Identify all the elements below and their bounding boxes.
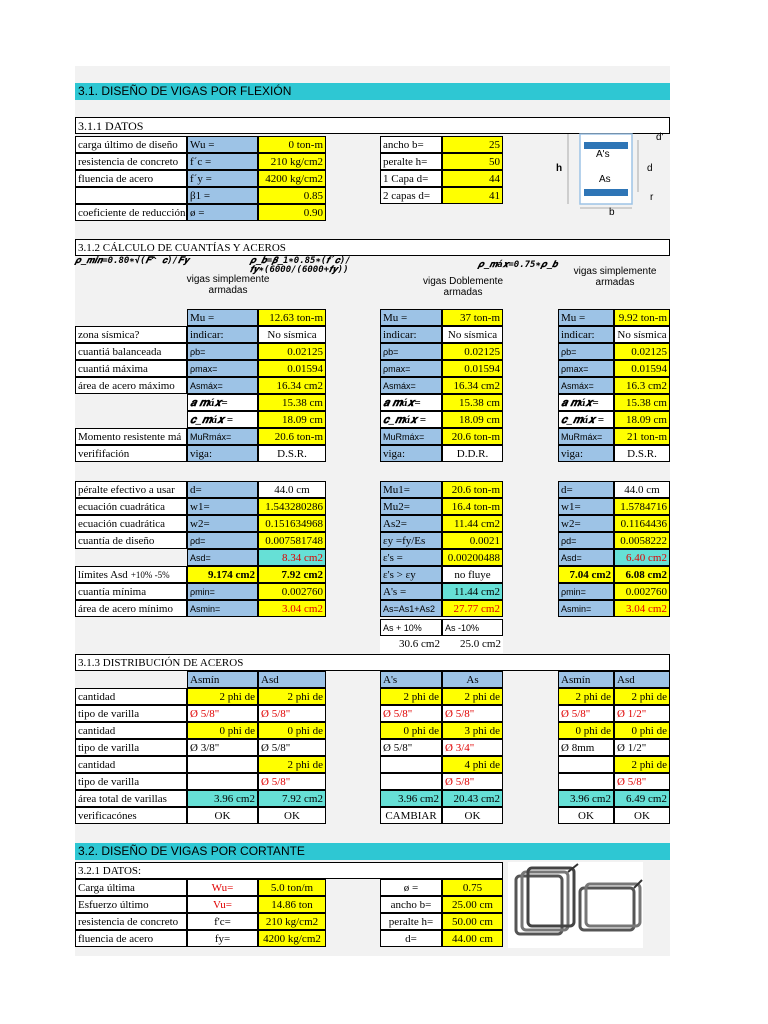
d2-value: no fluye (442, 566, 503, 583)
dist-value (380, 756, 442, 773)
asd-lower-limit-3: 7.04 cm2 (558, 566, 614, 583)
dist-value: 2 phi de (614, 756, 670, 773)
shear-label: Esfuerzo último (75, 896, 187, 913)
dist-value[interactable]: Ø 3/8" (187, 739, 258, 756)
shear-value-2[interactable]: 50.00 cm (442, 913, 503, 930)
row-label: ecuación cuadrática (75, 515, 187, 532)
c1-value[interactable]: No sísmica (258, 326, 326, 343)
d3-value: 0.1164436 (614, 515, 670, 532)
data-value[interactable]: 0.85 (258, 187, 326, 204)
row-label: verififación (75, 445, 187, 462)
dist-value: OK (442, 807, 503, 824)
d1-symbol: Asd= (187, 549, 258, 566)
dist-value: 0 phi de (558, 722, 614, 739)
d1-value: 0.007581748 (258, 532, 326, 549)
data-value-2[interactable]: 41 (442, 187, 503, 204)
dist-value[interactable]: Ø 5/8" (258, 773, 326, 790)
as-plus-10-label: As + 10% (380, 619, 442, 636)
c1-value: 20.6 ton-m (258, 428, 326, 445)
c2-value[interactable]: No sísmica (442, 326, 503, 343)
d3-symbol: w1= (558, 498, 614, 515)
dist-value[interactable]: Ø 8mm (558, 739, 614, 756)
c3-value: 16.3 cm2 (614, 377, 670, 394)
dist-value[interactable]: Ø 5/8" (442, 773, 503, 790)
d2-symbol: ε's > εy (380, 566, 442, 583)
c2-value: 15.38 cm (442, 394, 503, 411)
data-value-2[interactable]: 25 (442, 136, 503, 153)
shear-value-2[interactable]: 0.75 (442, 879, 503, 896)
dist-header: As (442, 671, 503, 688)
dist-label: tipo de varilla (75, 739, 187, 756)
dist-label: cantidad (75, 756, 187, 773)
row-label: límites Asd +10% -5% (75, 566, 187, 583)
row-label: área de acero máximo (75, 377, 187, 394)
dist-value: 4 phi de (442, 756, 503, 773)
c3-symbol: viga: (558, 445, 614, 462)
c3-value: 9.92 ton-m (614, 309, 670, 326)
c1-value: 16.34 cm2 (258, 377, 326, 394)
data-label: resistencia de concreto (75, 153, 187, 170)
dist-value: 6.49 cm2 (614, 790, 670, 807)
d1-value: 3.04 cm2 (258, 600, 326, 617)
dist-value[interactable]: Ø 3/4" (442, 739, 503, 756)
d2-value: 11.44 cm2 (442, 583, 503, 600)
data-symbol-2: 2 capas d= (380, 187, 442, 204)
row-label: Momento resistente má (75, 428, 187, 445)
c1-symbol: indicar: (187, 326, 258, 343)
row-label: zona sísmica? (75, 326, 187, 343)
dist-header: Asd (614, 671, 670, 688)
dist-header: Asmín (558, 671, 614, 688)
d3-value: 6.40 cm2 (614, 549, 670, 566)
data-value[interactable]: 4200 kg/cm2 (258, 170, 326, 187)
c1-symbol: ρmax= (187, 360, 258, 377)
shear-symbol: fy= (187, 930, 258, 947)
row-label: cuantía de diseño (75, 532, 187, 549)
data-symbol-2: ancho b= (380, 136, 442, 153)
dist-value: 2 phi de (558, 688, 614, 705)
data-symbol: Wu = (187, 136, 258, 153)
formula-rho-b: 𝝆_𝒃=𝜷_1∗0.85∗(𝒇´𝒄)/ 𝒇𝒚∗(6000/(6000+𝒇𝒚)) (250, 256, 351, 275)
c1-value: 12.63 ton-m (258, 309, 326, 326)
data-label (75, 187, 187, 204)
dist-value: 2 phi de (442, 688, 503, 705)
dist-value: 0 phi de (380, 722, 442, 739)
c2-value: D.D.R. (442, 445, 503, 462)
c2-symbol: indicar: (380, 326, 442, 343)
asd-upper-limit-3: 6.08 cm2 (614, 566, 670, 583)
dist-value: 0 phi de (258, 722, 326, 739)
dist-value[interactable]: Ø 5/8" (258, 739, 326, 756)
dist-value: 20.43 cm2 (442, 790, 503, 807)
shear-symbol-2: peralte h= (380, 913, 442, 930)
d3-value: 3.04 cm2 (614, 600, 670, 617)
data-value-2[interactable]: 44 (442, 170, 503, 187)
dist-value: 2 phi de (614, 688, 670, 705)
data-value-2[interactable]: 50 (442, 153, 503, 170)
c2-value: 18.09 cm (442, 411, 503, 428)
shear-symbol: Wu= (187, 879, 258, 896)
c1-value: 0.01594 (258, 360, 326, 377)
dist-value[interactable]: Ø 5/8" (187, 705, 258, 722)
section-3-1-3-title: 3.1.3 DISTRIBUCIÓN DE ACEROS (75, 654, 670, 671)
stirrups-image (508, 862, 643, 948)
section-3-2-header: 3.2. DISEÑO DE VIGAS POR CORTANTE (75, 843, 670, 860)
formula-rho-min: 𝝆_𝒎𝒊𝒏=0.80∗√(𝑭^ 𝒄)/𝑭𝒚 (75, 256, 190, 266)
shear-value[interactable]: 14.86 ton (258, 896, 326, 913)
section-3-1-1-title: 3.1.1 DATOS (75, 117, 670, 134)
c3-value: 21 ton-m (614, 428, 670, 445)
data-label: fluencia de acero (75, 170, 187, 187)
c3-symbol: 𝒄_𝒎á𝒙 = (558, 411, 614, 428)
c2-symbol: MuRmáx= (380, 428, 442, 445)
section-3-1-2-title: 3.1.2 CÁLCULO DE CUANTÍAS Y ACEROS (75, 239, 670, 256)
dist-value: 3.96 cm2 (187, 790, 258, 807)
caption-simple-1: vigas simplemente armadas (186, 274, 270, 296)
d2-symbol: Mu2= (380, 498, 442, 515)
dist-value[interactable] (380, 773, 442, 790)
data-symbol: f´y = (187, 170, 258, 187)
shear-value-2[interactable]: 44.00 cm (442, 930, 503, 947)
row-label: ecuación cuadrática (75, 498, 187, 515)
c3-symbol: Asmáx= (558, 377, 614, 394)
limits-note: +10% -5% (130, 570, 170, 580)
shear-label: resistencia de concreto (75, 913, 187, 930)
dist-label: cantidad (75, 688, 187, 705)
c3-symbol: ρmax= (558, 360, 614, 377)
shear-value[interactable]: 4200 kg/cm2 (258, 930, 326, 947)
shear-label: fluencia de acero (75, 930, 187, 947)
data-symbol: ø = (187, 204, 258, 221)
c2-symbol: ρb= (380, 343, 442, 360)
dist-value: CAMBIAR (380, 807, 442, 824)
c2-symbol: Mu = (380, 309, 442, 326)
dist-value[interactable]: Ø 5/8" (558, 705, 614, 722)
asd-upper-limit: 7.92 cm2 (258, 566, 326, 583)
dist-value: 3.96 cm2 (558, 790, 614, 807)
d2-value: 0.0021 (442, 532, 503, 549)
d1-symbol: d= (187, 481, 258, 498)
d1-symbol: Asmin= (187, 600, 258, 617)
dist-value: 2 phi de (258, 688, 326, 705)
c1-value: 0.02125 (258, 343, 326, 360)
dist-value[interactable] (558, 773, 614, 790)
dist-value: OK (258, 807, 326, 824)
d2-value: 11.44 cm2 (442, 515, 503, 532)
shear-label: Carga última (75, 879, 187, 896)
d3-symbol: d= (558, 481, 614, 498)
shear-value[interactable]: 210 kg/cm2 (258, 913, 326, 930)
row-label-empty (75, 309, 187, 326)
c3-symbol: 𝒂 𝒎á𝒙= (558, 394, 614, 411)
as-minus-10-value: 25.0 cm2 (442, 636, 503, 653)
asd-lower-limit: 9.174 cm2 (187, 566, 258, 583)
c2-symbol: 𝒄_𝒎á𝒙 = (380, 411, 442, 428)
c1-symbol: ρb= (187, 343, 258, 360)
c1-symbol: Asmáx= (187, 377, 258, 394)
dist-value: 7.92 cm2 (258, 790, 326, 807)
diagram-label-d: d (647, 163, 653, 174)
d2-symbol: A's = (380, 583, 442, 600)
diagram-label-b: b (609, 207, 615, 218)
d2-value: 16.4 ton-m (442, 498, 503, 515)
d3-symbol: Asd= (558, 549, 614, 566)
d1-symbol: ρd= (187, 532, 258, 549)
data-label: carga último de diseño (75, 136, 187, 153)
shear-symbol: f'c= (187, 913, 258, 930)
c3-value: 18.09 cm (614, 411, 670, 428)
c2-symbol: ρmax= (380, 360, 442, 377)
c3-value: 0.02125 (614, 343, 670, 360)
shear-value-2[interactable]: 25.00 cm (442, 896, 503, 913)
c2-symbol: viga: (380, 445, 442, 462)
dist-value: OK (614, 807, 670, 824)
shear-symbol-2: ø = (380, 879, 442, 896)
dist-value (558, 756, 614, 773)
d1-value: 0.002760 (258, 583, 326, 600)
d3-symbol: ρd= (558, 532, 614, 549)
dist-value[interactable]: Ø 1/2" (614, 705, 670, 722)
dist-value[interactable]: Ø 5/8" (258, 705, 326, 722)
row-label: cuantiá máxima (75, 360, 187, 377)
dist-value[interactable] (187, 773, 258, 790)
c2-value: 0.02125 (442, 343, 503, 360)
shear-symbol-2: ancho b= (380, 896, 442, 913)
dist-value: OK (187, 807, 258, 824)
dist-label: tipo de varilla (75, 773, 187, 790)
d1-value: 44.0 cm (258, 481, 326, 498)
c3-value: 15.38 cm (614, 394, 670, 411)
c1-symbol: Mu = (187, 309, 258, 326)
d3-value: 1.5784716 (614, 498, 670, 515)
d2-symbol: As2= (380, 515, 442, 532)
d1-symbol: ρmin= (187, 583, 258, 600)
d1-value: 8.34 cm2 (258, 549, 326, 566)
as-plus-10-value: 30.6 cm2 (380, 636, 442, 653)
data-value[interactable]: 0 ton-m (258, 136, 326, 153)
c3-value[interactable]: No sísmica (614, 326, 670, 343)
data-symbol-2: peralte h= (380, 153, 442, 170)
dist-label: cantidad (75, 722, 187, 739)
data-value[interactable]: 210 kg/cm2 (258, 153, 326, 170)
d3-value: 44.0 cm (614, 481, 670, 498)
c1-symbol: MuRmáx= (187, 428, 258, 445)
row-label-empty (75, 394, 187, 411)
d3-symbol: w2= (558, 515, 614, 532)
section-3-2-1-title: 3.2.1 DATOS: (75, 862, 503, 879)
diagram-label-As-prime: A's (596, 149, 610, 160)
d1-value: 0.151634968 (258, 515, 326, 532)
dist-value: 2 phi de (187, 688, 258, 705)
d1-symbol: w2= (187, 515, 258, 532)
dist-value[interactable]: Ø 5/8" (614, 773, 670, 790)
c3-symbol: indicar: (558, 326, 614, 343)
c1-value: 18.09 cm (258, 411, 326, 428)
c1-value: 15.38 cm (258, 394, 326, 411)
data-symbol: f´c = (187, 153, 258, 170)
c2-symbol: 𝒂 𝒎á𝒙= (380, 394, 442, 411)
diagram-label-h: h (556, 163, 563, 174)
c2-value: 16.34 cm2 (442, 377, 503, 394)
d2-symbol: εy =fy/Es (380, 532, 442, 549)
dist-value: 0 phi de (614, 722, 670, 739)
dist-header: Asmín (187, 671, 258, 688)
d2-value: 20.6 ton-m (442, 481, 503, 498)
c3-value: 0.01594 (614, 360, 670, 377)
data-symbol-2: 1 Capa d= (380, 170, 442, 187)
c3-symbol: MuRmáx= (558, 428, 614, 445)
c2-symbol: Asmáx= (380, 377, 442, 394)
row-label: péralte efectivo a usar (75, 481, 187, 498)
dist-header: A's (380, 671, 442, 688)
diagram-label-d-prime: d' (656, 132, 664, 143)
d2-symbol: ε's = (380, 549, 442, 566)
diagram-label-As: As (599, 174, 611, 185)
dist-value: 2 phi de (258, 756, 326, 773)
dist-label: área total de varillas (75, 790, 187, 807)
c3-value: D.S.R. (614, 445, 670, 462)
dist-value: 2 phi de (380, 688, 442, 705)
caption-simple-2: vigas simplemente armadas (573, 266, 657, 288)
d2-symbol: As=As1+As2 (380, 600, 442, 617)
c3-symbol: ρb= (558, 343, 614, 360)
c2-value: 20.6 ton-m (442, 428, 503, 445)
d2-value: 0.00200488 (442, 549, 503, 566)
dist-value: 3 phi de (442, 722, 503, 739)
diagram-label-r: r (650, 192, 654, 203)
d2-value: 27.77 cm2 (442, 600, 503, 617)
c3-symbol: Mu = (558, 309, 614, 326)
dist-value[interactable]: Ø 1/2" (614, 739, 670, 756)
d2-symbol: Mu1= (380, 481, 442, 498)
data-value[interactable]: 0.90 (258, 204, 326, 221)
dist-value (187, 756, 258, 773)
d1-value: 1.543280286 (258, 498, 326, 515)
d3-value: 0.002760 (614, 583, 670, 600)
caption-double: vigas Doblemente armadas (422, 276, 504, 298)
dist-label: verificacónes (75, 807, 187, 824)
formula-rho-max: 𝝆_𝒎á𝒙=0.75∗𝝆_𝒃 (478, 260, 558, 270)
dist-value[interactable]: Ø 5/8" (380, 705, 442, 722)
c1-symbol: 𝒄_𝒎á𝒙 = (187, 411, 258, 428)
d3-symbol: Asmin= (558, 600, 614, 617)
dist-label: tipo de varilla (75, 705, 187, 722)
shear-symbol-2: d= (380, 930, 442, 947)
shear-value[interactable]: 5.0 ton/m (258, 879, 326, 896)
dist-value: OK (558, 807, 614, 824)
row-label-empty (75, 411, 187, 428)
data-symbol: β1 = (187, 187, 258, 204)
data-label: coeficiente de reducción (75, 204, 187, 221)
d1-symbol: w1= (187, 498, 258, 515)
dist-value[interactable]: Ø 5/8" (442, 705, 503, 722)
shear-symbol: Vu= (187, 896, 258, 913)
c2-value: 0.01594 (442, 360, 503, 377)
section-3-1-header: 3.1. DISEÑO DE VIGAS POR FLEXIÓN (75, 83, 670, 100)
dist-header: Asd (258, 671, 326, 688)
as-minus-10-label: As -10% (442, 619, 503, 636)
row-label: cuantía mínima (75, 583, 187, 600)
d3-symbol: ρmin= (558, 583, 614, 600)
dist-value: 0 phi de (187, 722, 258, 739)
row-label: área de acero mínimo (75, 600, 187, 617)
c1-value: D.S.R. (258, 445, 326, 462)
d3-value: 0.0058222 (614, 532, 670, 549)
row-label: cuantiá balanceada (75, 343, 187, 360)
c1-symbol: 𝒂 𝒎á𝒙= (187, 394, 258, 411)
c1-symbol: viga: (187, 445, 258, 462)
dist-value[interactable]: Ø 5/8" (380, 739, 442, 756)
dist-value: 3.96 cm2 (380, 790, 442, 807)
c2-value: 37 ton-m (442, 309, 503, 326)
